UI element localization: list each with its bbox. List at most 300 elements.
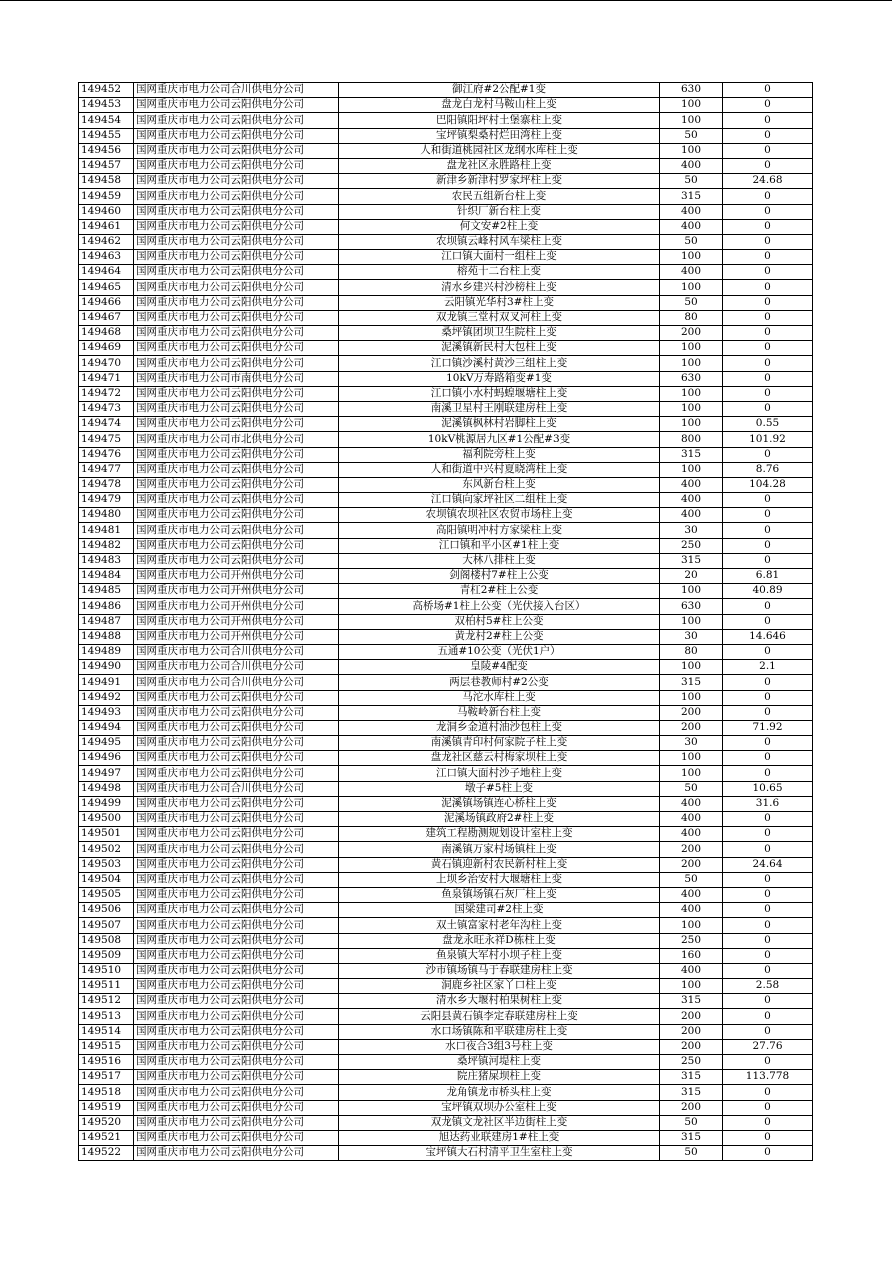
table-row xyxy=(79,204,813,219)
cell-id: 149514 xyxy=(79,1024,134,1039)
cell-company: 国网重庆市电力公司开州供电分公司 xyxy=(134,614,339,629)
cell-value: 24.68 xyxy=(723,174,813,189)
cell-company: 国网重庆市电力公司合川供电分公司 xyxy=(134,83,339,98)
cell-id: 149515 xyxy=(79,1039,134,1054)
cell-id: 149469 xyxy=(79,341,134,356)
cell-company: 国网重庆市电力公司云阳供电分公司 xyxy=(134,143,339,158)
table-row xyxy=(79,1100,813,1115)
cell-station-name: 院庄猪屎坝柱上变 xyxy=(339,1070,660,1085)
cell-value: 71.92 xyxy=(723,720,813,735)
cell-value: 0 xyxy=(723,675,813,690)
cell-capacity: 315 xyxy=(660,1085,723,1100)
cell-capacity: 400 xyxy=(660,493,723,508)
cell-capacity: 630 xyxy=(660,599,723,614)
table-row xyxy=(79,1039,813,1054)
table-row xyxy=(79,690,813,705)
table-row xyxy=(79,584,813,599)
cell-company: 国网重庆市电力公司合川供电分公司 xyxy=(134,781,339,796)
cell-value: 0 xyxy=(723,614,813,629)
cell-capacity: 100 xyxy=(660,143,723,158)
cell-id: 149511 xyxy=(79,979,134,994)
cell-id: 149462 xyxy=(79,234,134,249)
page-top-rule xyxy=(0,0,892,1)
cell-id: 149505 xyxy=(79,887,134,902)
cell-station-name: 盘龙永旺永祥D栋柱上变 xyxy=(339,933,660,948)
cell-id: 149466 xyxy=(79,295,134,310)
table-row xyxy=(79,827,813,842)
cell-value: 0 xyxy=(723,538,813,553)
cell-value: 0 xyxy=(723,872,813,887)
cell-value: 40.89 xyxy=(723,584,813,599)
cell-station-name: 巴阳镇阳坪村土堡寨柱上变 xyxy=(339,113,660,128)
table-row xyxy=(79,265,813,280)
cell-company: 国网重庆市电力公司云阳供电分公司 xyxy=(134,705,339,720)
cell-company: 国网重庆市电力公司云阳供电分公司 xyxy=(134,401,339,416)
cell-company: 国网重庆市电力公司合川供电分公司 xyxy=(134,644,339,659)
cell-company: 国网重庆市电力公司云阳供电分公司 xyxy=(134,827,339,842)
cell-company: 国网重庆市电力公司云阳供电分公司 xyxy=(134,326,339,341)
cell-id: 149465 xyxy=(79,280,134,295)
cell-id: 149513 xyxy=(79,1009,134,1024)
cell-id: 149484 xyxy=(79,569,134,584)
cell-company: 国网重庆市电力公司云阳供电分公司 xyxy=(134,508,339,523)
cell-company: 国网重庆市电力公司云阳供电分公司 xyxy=(134,918,339,933)
table-row xyxy=(79,842,813,857)
cell-station-name: 人和街道桃园社区龙纲水库柱上变 xyxy=(339,143,660,158)
cell-station-name: 黄龙村2#柱上公变 xyxy=(339,629,660,644)
table-row xyxy=(79,781,813,796)
cell-capacity: 100 xyxy=(660,401,723,416)
cell-station-name: 双柏村5#柱上公变 xyxy=(339,614,660,629)
cell-capacity: 400 xyxy=(660,903,723,918)
table-row xyxy=(79,614,813,629)
cell-value: 104.28 xyxy=(723,477,813,492)
cell-station-name: 清水乡大堰村柏果树柱上变 xyxy=(339,994,660,1009)
cell-value: 0 xyxy=(723,903,813,918)
cell-capacity: 400 xyxy=(660,219,723,234)
cell-capacity: 315 xyxy=(660,675,723,690)
cell-id: 149493 xyxy=(79,705,134,720)
cell-station-name: 五通#10公变（光伏1户） xyxy=(339,644,660,659)
cell-company: 国网重庆市电力公司云阳供电分公司 xyxy=(134,812,339,827)
cell-capacity: 400 xyxy=(660,812,723,827)
cell-company: 国网重庆市电力公司云阳供电分公司 xyxy=(134,690,339,705)
cell-id: 149482 xyxy=(79,538,134,553)
cell-value: 0 xyxy=(723,508,813,523)
cell-company: 国网重庆市电力公司云阳供电分公司 xyxy=(134,295,339,310)
cell-capacity: 160 xyxy=(660,948,723,963)
cell-company: 国网重庆市电力公司云阳供电分公司 xyxy=(134,113,339,128)
cell-value: 0 xyxy=(723,219,813,234)
cell-company: 国网重庆市电力公司云阳供电分公司 xyxy=(134,903,339,918)
cell-id: 149475 xyxy=(79,432,134,447)
table-row xyxy=(79,432,813,447)
cell-id: 149483 xyxy=(79,553,134,568)
cell-capacity: 200 xyxy=(660,1100,723,1115)
cell-capacity: 315 xyxy=(660,189,723,204)
cell-capacity: 50 xyxy=(660,1115,723,1130)
cell-station-name: 新津乡新津村罗家坪柱上变 xyxy=(339,174,660,189)
table-row xyxy=(79,417,813,432)
cell-station-name: 泥溪镇枫林村岩脚柱上变 xyxy=(339,417,660,432)
cell-station-name: 南溪镇青印村何家院子柱上变 xyxy=(339,736,660,751)
cell-station-name: 农坝镇云峰村风车梁柱上变 xyxy=(339,234,660,249)
cell-station-name: 两层巷教师村#2公变 xyxy=(339,675,660,690)
cell-station-name: 农坝镇农坝社区农贸市场柱上变 xyxy=(339,508,660,523)
cell-capacity: 400 xyxy=(660,158,723,173)
cell-id: 149520 xyxy=(79,1115,134,1130)
table-row xyxy=(79,1070,813,1085)
cell-value: 0 xyxy=(723,644,813,659)
cell-capacity: 20 xyxy=(660,569,723,584)
cell-value: 0 xyxy=(723,1100,813,1115)
table-row xyxy=(79,857,813,872)
cell-value: 6.81 xyxy=(723,569,813,584)
cell-company: 国网重庆市电力公司云阳供电分公司 xyxy=(134,493,339,508)
table-row xyxy=(79,98,813,113)
table-row xyxy=(79,83,813,98)
cell-value: 0 xyxy=(723,1130,813,1145)
cell-id: 149470 xyxy=(79,356,134,371)
table-row xyxy=(79,705,813,720)
cell-value: 0 xyxy=(723,705,813,720)
cell-value: 0 xyxy=(723,1085,813,1100)
cell-id: 149522 xyxy=(79,1146,134,1161)
table-row xyxy=(79,447,813,462)
table-row xyxy=(79,462,813,477)
cell-company: 国网重庆市电力公司云阳供电分公司 xyxy=(134,219,339,234)
cell-station-name: 旭达药业联建房1#柱上变 xyxy=(339,1130,660,1145)
cell-value: 0 xyxy=(723,994,813,1009)
cell-id: 149459 xyxy=(79,189,134,204)
cell-company: 国网重庆市电力公司云阳供电分公司 xyxy=(134,234,339,249)
cell-capacity: 30 xyxy=(660,523,723,538)
table-row xyxy=(79,675,813,690)
cell-company: 国网重庆市电力公司云阳供电分公司 xyxy=(134,447,339,462)
cell-value: 0 xyxy=(723,1055,813,1070)
table-row xyxy=(79,113,813,128)
cell-capacity: 200 xyxy=(660,705,723,720)
table-row xyxy=(79,386,813,401)
cell-value: 0 xyxy=(723,250,813,265)
cell-id: 149463 xyxy=(79,250,134,265)
cell-station-name: 针织厂新台柱上变 xyxy=(339,204,660,219)
cell-value: 0 xyxy=(723,401,813,416)
cell-id: 149472 xyxy=(79,386,134,401)
cell-id: 149485 xyxy=(79,584,134,599)
table-row xyxy=(79,1115,813,1130)
cell-company: 国网重庆市电力公司云阳供电分公司 xyxy=(134,280,339,295)
cell-value: 0 xyxy=(723,963,813,978)
table-row xyxy=(79,326,813,341)
cell-station-name: 黄石镇迎新村农民新村柱上变 xyxy=(339,857,660,872)
cell-capacity: 200 xyxy=(660,1024,723,1039)
cell-value: 0 xyxy=(723,386,813,401)
cell-company: 国网重庆市电力公司云阳供电分公司 xyxy=(134,341,339,356)
cell-capacity: 315 xyxy=(660,447,723,462)
table-row xyxy=(79,1130,813,1145)
cell-id: 149494 xyxy=(79,720,134,735)
cell-value: 0 xyxy=(723,736,813,751)
cell-value: 0 xyxy=(723,690,813,705)
cell-id: 149501 xyxy=(79,827,134,842)
table-row xyxy=(79,477,813,492)
cell-id: 149460 xyxy=(79,204,134,219)
cell-id: 149478 xyxy=(79,477,134,492)
cell-station-name: 桑坪镇河堤柱上变 xyxy=(339,1055,660,1070)
cell-value: 0 xyxy=(723,204,813,219)
cell-company: 国网重庆市电力公司云阳供电分公司 xyxy=(134,386,339,401)
cell-station-name: 马沱水库柱上变 xyxy=(339,690,660,705)
cell-capacity: 400 xyxy=(660,477,723,492)
cell-station-name: 青杠2#柱上公变 xyxy=(339,584,660,599)
cell-id: 149479 xyxy=(79,493,134,508)
cell-capacity: 50 xyxy=(660,128,723,143)
cell-capacity: 630 xyxy=(660,83,723,98)
cell-station-name: 双龙镇文龙社区半边街柱上变 xyxy=(339,1115,660,1130)
table-row xyxy=(79,250,813,265)
table-row xyxy=(79,508,813,523)
table-row xyxy=(79,569,813,584)
table-row xyxy=(79,280,813,295)
cell-capacity: 315 xyxy=(660,1130,723,1145)
cell-value: 0 xyxy=(723,371,813,386)
cell-value: 0 xyxy=(723,280,813,295)
cell-station-name: 泥溪镇场镇连心桥柱上变 xyxy=(339,796,660,811)
cell-company: 国网重庆市电力公司市北供电分公司 xyxy=(134,432,339,447)
cell-station-name: 清水乡建兴村沙榜柱上变 xyxy=(339,280,660,295)
cell-station-name: 榕苑十二台柱上变 xyxy=(339,265,660,280)
table-row xyxy=(79,219,813,234)
table-row xyxy=(79,644,813,659)
cell-company: 国网重庆市电力公司开州供电分公司 xyxy=(134,629,339,644)
cell-value: 0.55 xyxy=(723,417,813,432)
cell-id: 149471 xyxy=(79,371,134,386)
cell-capacity: 800 xyxy=(660,432,723,447)
cell-id: 149509 xyxy=(79,948,134,963)
cell-id: 149456 xyxy=(79,143,134,158)
cell-capacity: 100 xyxy=(660,341,723,356)
table-row xyxy=(79,128,813,143)
cell-value: 0 xyxy=(723,1115,813,1130)
cell-company: 国网重庆市电力公司云阳供电分公司 xyxy=(134,872,339,887)
cell-company: 国网重庆市电力公司云阳供电分公司 xyxy=(134,1055,339,1070)
cell-company: 国网重庆市电力公司云阳供电分公司 xyxy=(134,462,339,477)
cell-capacity: 50 xyxy=(660,781,723,796)
cell-station-name: 鱼泉镇场镇石灰厂柱上变 xyxy=(339,887,660,902)
cell-id: 149477 xyxy=(79,462,134,477)
cell-id: 149480 xyxy=(79,508,134,523)
cell-value: 0 xyxy=(723,189,813,204)
cell-station-name: 墩子#5柱上变 xyxy=(339,781,660,796)
cell-capacity: 100 xyxy=(660,462,723,477)
cell-capacity: 50 xyxy=(660,234,723,249)
cell-company: 国网重庆市电力公司云阳供电分公司 xyxy=(134,189,339,204)
cell-value: 0 xyxy=(723,158,813,173)
cell-station-name: 云阳镇光华村3#柱上变 xyxy=(339,295,660,310)
cell-capacity: 100 xyxy=(660,918,723,933)
table-row xyxy=(79,538,813,553)
cell-id: 149512 xyxy=(79,994,134,1009)
cell-company: 国网重庆市电力公司云阳供电分公司 xyxy=(134,796,339,811)
table-row xyxy=(79,948,813,963)
cell-station-name: 龙角镇龙市桥头柱上变 xyxy=(339,1085,660,1100)
cell-id: 149455 xyxy=(79,128,134,143)
table-row xyxy=(79,401,813,416)
cell-capacity: 400 xyxy=(660,508,723,523)
cell-value: 0 xyxy=(723,310,813,325)
cell-value: 0 xyxy=(723,827,813,842)
cell-id: 149517 xyxy=(79,1070,134,1085)
table-row xyxy=(79,341,813,356)
table-row xyxy=(79,599,813,614)
table-row xyxy=(79,994,813,1009)
cell-value: 2.58 xyxy=(723,979,813,994)
cell-station-name: 南溪镇万家村场镇柱上变 xyxy=(339,842,660,857)
cell-id: 149473 xyxy=(79,401,134,416)
cell-capacity: 100 xyxy=(660,113,723,128)
table-row xyxy=(79,295,813,310)
cell-station-name: 江口镇沙溪村黄沙三组柱上变 xyxy=(339,356,660,371)
cell-capacity: 100 xyxy=(660,660,723,675)
cell-company: 国网重庆市电力公司云阳供电分公司 xyxy=(134,417,339,432)
cell-capacity: 100 xyxy=(660,386,723,401)
table-row xyxy=(79,1024,813,1039)
cell-capacity: 250 xyxy=(660,538,723,553)
cell-capacity: 200 xyxy=(660,1039,723,1054)
cell-id: 149507 xyxy=(79,918,134,933)
cell-value: 0 xyxy=(723,493,813,508)
cell-company: 国网重庆市电力公司开州供电分公司 xyxy=(134,599,339,614)
cell-id: 149492 xyxy=(79,690,134,705)
cell-company: 国网重庆市电力公司合川供电分公司 xyxy=(134,660,339,675)
cell-company: 国网重庆市电力公司云阳供电分公司 xyxy=(134,751,339,766)
cell-station-name: 上坝乡治安村大堰塘柱上变 xyxy=(339,872,660,887)
cell-company: 国网重庆市电力公司云阳供电分公司 xyxy=(134,1009,339,1024)
cell-station-name: 皇陵#4配变 xyxy=(339,660,660,675)
table-row xyxy=(79,371,813,386)
table-row xyxy=(79,143,813,158)
cell-value: 0 xyxy=(723,341,813,356)
cell-station-name: 国梁建司#2柱上变 xyxy=(339,903,660,918)
cell-station-name: 江口镇大面村一组柱上变 xyxy=(339,250,660,265)
cell-value: 2.1 xyxy=(723,660,813,675)
table-row xyxy=(79,812,813,827)
cell-id: 149490 xyxy=(79,660,134,675)
cell-value: 0 xyxy=(723,265,813,280)
cell-capacity: 50 xyxy=(660,174,723,189)
cell-value: 0 xyxy=(723,523,813,538)
table-row xyxy=(79,720,813,735)
cell-id: 149498 xyxy=(79,781,134,796)
cell-company: 国网重庆市电力公司云阳供电分公司 xyxy=(134,1039,339,1054)
table-body xyxy=(79,83,813,1161)
cell-id: 149452 xyxy=(79,83,134,98)
cell-station-name: 云阳县黄石镇李定春联建房柱上变 xyxy=(339,1009,660,1024)
cell-station-name: 大林八排柱上变 xyxy=(339,553,660,568)
cell-value: 0 xyxy=(723,812,813,827)
cell-capacity: 400 xyxy=(660,265,723,280)
cell-id: 149467 xyxy=(79,310,134,325)
table-row xyxy=(79,933,813,948)
cell-company: 国网重庆市电力公司云阳供电分公司 xyxy=(134,1070,339,1085)
cell-company: 国网重庆市电力公司云阳供电分公司 xyxy=(134,887,339,902)
table-row xyxy=(79,963,813,978)
cell-id: 149519 xyxy=(79,1100,134,1115)
table-row xyxy=(79,1055,813,1070)
cell-value: 0 xyxy=(723,447,813,462)
cell-company: 国网重庆市电力公司开州供电分公司 xyxy=(134,569,339,584)
cell-station-name: 10kV万寿路箱变#1变 xyxy=(339,371,660,386)
cell-id: 149504 xyxy=(79,872,134,887)
cell-value: 113.778 xyxy=(723,1070,813,1085)
table-row xyxy=(79,736,813,751)
cell-value: 0 xyxy=(723,766,813,781)
cell-capacity: 200 xyxy=(660,1009,723,1024)
cell-value: 101.92 xyxy=(723,432,813,447)
table-row xyxy=(79,158,813,173)
cell-value: 8.76 xyxy=(723,462,813,477)
cell-station-name: 江口镇向家坪社区二组柱上变 xyxy=(339,493,660,508)
cell-station-name: 高阳镇明冲村方家梁柱上变 xyxy=(339,523,660,538)
table-row xyxy=(79,660,813,675)
cell-capacity: 400 xyxy=(660,827,723,842)
cell-capacity: 200 xyxy=(660,842,723,857)
cell-company: 国网重庆市电力公司云阳供电分公司 xyxy=(134,842,339,857)
cell-value: 0 xyxy=(723,933,813,948)
cell-station-name: 农民五组新台柱上变 xyxy=(339,189,660,204)
cell-capacity: 100 xyxy=(660,690,723,705)
cell-id: 149499 xyxy=(79,796,134,811)
cell-station-name: 东风新台柱上变 xyxy=(339,477,660,492)
cell-value: 0 xyxy=(723,1009,813,1024)
cell-capacity: 315 xyxy=(660,553,723,568)
cell-capacity: 50 xyxy=(660,872,723,887)
cell-value: 0 xyxy=(723,356,813,371)
cell-value: 0 xyxy=(723,887,813,902)
cell-id: 149500 xyxy=(79,812,134,827)
cell-capacity: 100 xyxy=(660,280,723,295)
cell-capacity: 400 xyxy=(660,963,723,978)
cell-id: 149468 xyxy=(79,326,134,341)
cell-capacity: 100 xyxy=(660,751,723,766)
cell-capacity: 100 xyxy=(660,98,723,113)
cell-value: 0 xyxy=(723,842,813,857)
cell-company: 国网重庆市电力公司云阳供电分公司 xyxy=(134,736,339,751)
cell-id: 149506 xyxy=(79,903,134,918)
cell-value: 0 xyxy=(723,98,813,113)
cell-station-name: 江口镇小水村蚂蝗堰塘柱上变 xyxy=(339,386,660,401)
cell-company: 国网重庆市电力公司云阳供电分公司 xyxy=(134,128,339,143)
table-row xyxy=(79,189,813,204)
cell-id: 149454 xyxy=(79,113,134,128)
cell-station-name: 御江府#2公配#1变 xyxy=(339,83,660,98)
cell-capacity: 250 xyxy=(660,933,723,948)
cell-capacity: 400 xyxy=(660,887,723,902)
cell-capacity: 200 xyxy=(660,857,723,872)
cell-value: 0 xyxy=(723,326,813,341)
cell-value: 10.65 xyxy=(723,781,813,796)
table-row xyxy=(79,796,813,811)
cell-value: 0 xyxy=(723,234,813,249)
table-row xyxy=(79,918,813,933)
cell-station-name: 洞鹿乡社区家丫口柱上变 xyxy=(339,979,660,994)
table-row xyxy=(79,493,813,508)
cell-capacity: 50 xyxy=(660,295,723,310)
cell-id: 149476 xyxy=(79,447,134,462)
cell-company: 国网重庆市电力公司云阳供电分公司 xyxy=(134,1130,339,1145)
cell-id: 149458 xyxy=(79,174,134,189)
